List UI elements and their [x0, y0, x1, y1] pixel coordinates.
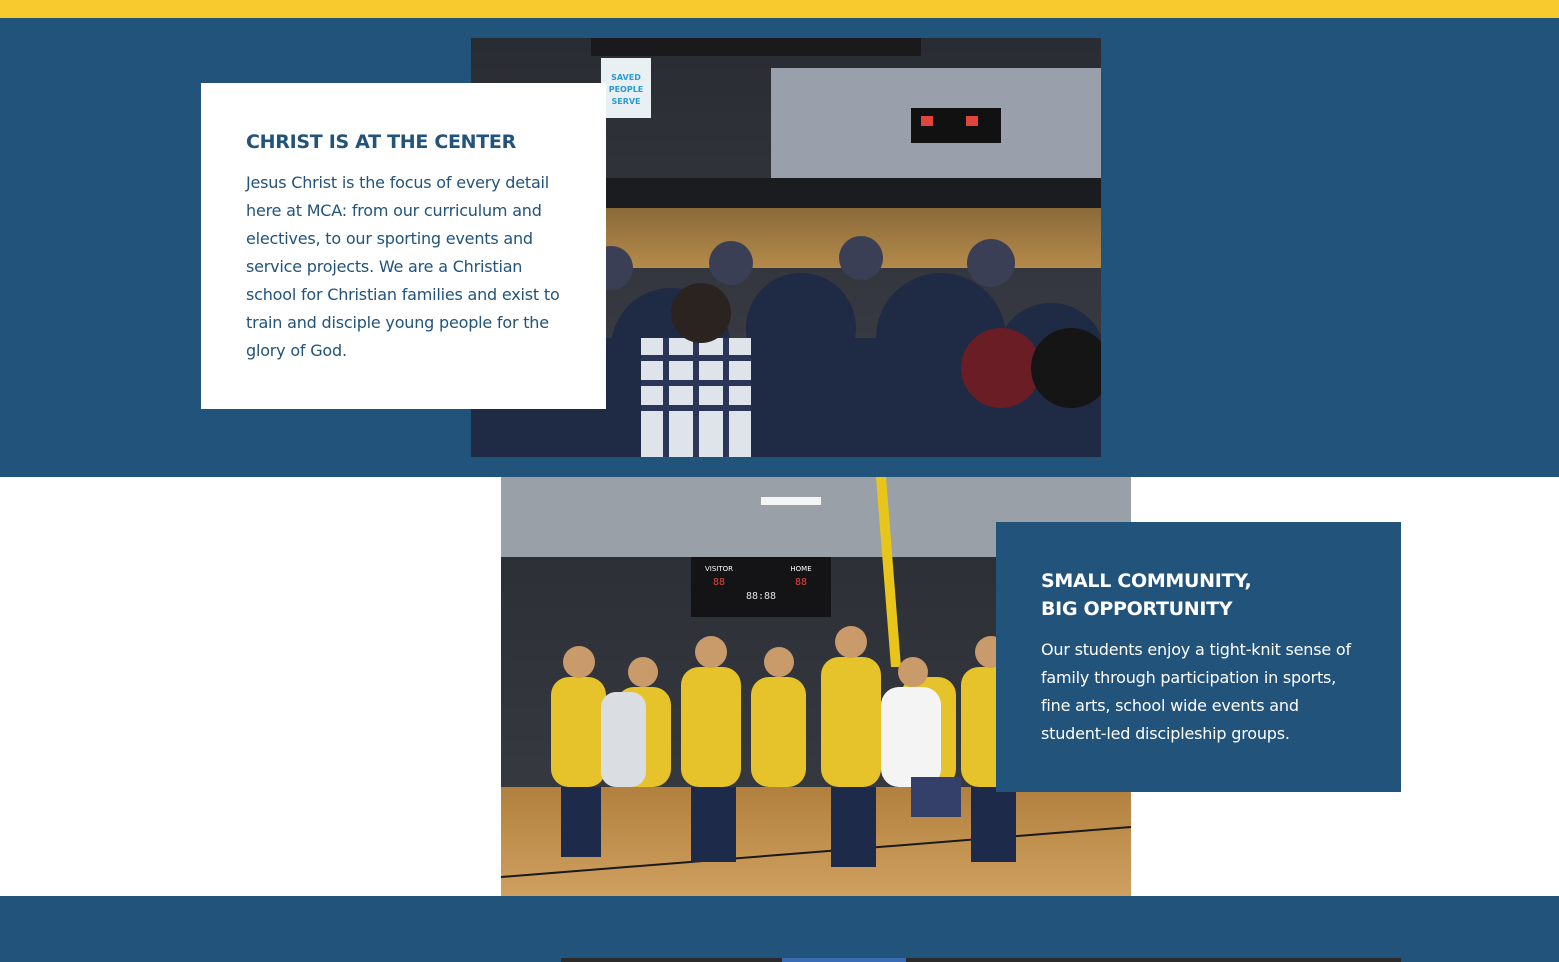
- next-section-image-edge: [561, 958, 1401, 962]
- scoreboard-score-right: 88: [794, 577, 808, 588]
- christ-center-heading: CHRIST IS AT THE CENTER: [246, 131, 516, 153]
- small-community-heading-line-2: BIG OPPORTUNITY: [1041, 598, 1233, 620]
- scoreboard-home: HOME: [790, 565, 812, 573]
- small-community-heading: [1041, 567, 1356, 623]
- chapel-screen-line-3: SERVE: [611, 97, 641, 106]
- small-community-heading-line-1: SMALL COMMUNITY,: [1041, 570, 1252, 592]
- scoreboard-visitor: VISITOR: [704, 565, 734, 573]
- scoreboard-clock: 88:88: [745, 591, 777, 602]
- top-accent-strip: [0, 0, 1559, 18]
- christ-center-body: Jesus Christ is the focus of every detail here at MCA: from our curriculum and electives, to our sporting events and service projects. We are a Christian school for Christian families and exist to train and disciple young people for the glory of God.: [246, 173, 560, 360]
- chapel-screen-line-2: PEOPLE: [608, 85, 644, 94]
- scoreboard-score-left: 88: [712, 577, 726, 588]
- next-section-image-accent: [782, 958, 906, 962]
- chapel-screen-line-1: SAVED: [611, 73, 641, 82]
- small-community-card: [996, 522, 1401, 792]
- small-community-body: Our students enjoy a tight-knit sense of family through participation in sports, fine arts, school wide events and student-led discipleship groups.: [1041, 640, 1351, 743]
- next-section-background: [0, 896, 1559, 962]
- christ-center-card: [201, 83, 606, 409]
